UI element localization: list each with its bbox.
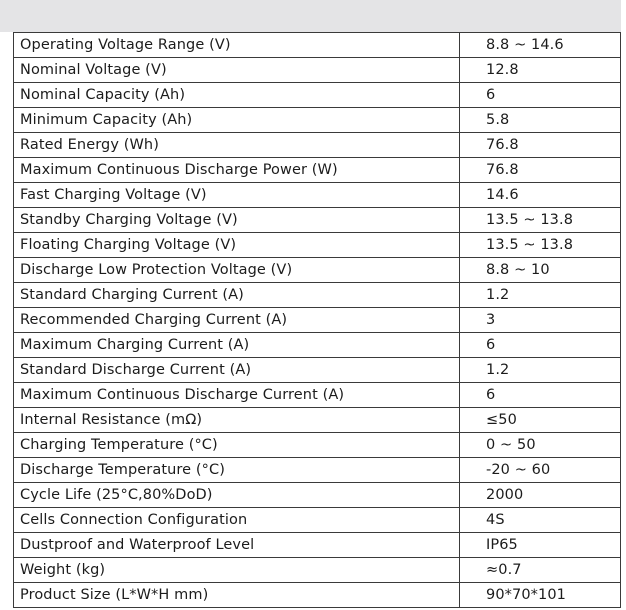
table-row: [14, 483, 621, 508]
table-header-band: [0, 0, 621, 32]
value-cell: -20 ~ 60: [460, 458, 621, 483]
table-row: [14, 58, 621, 83]
parameter-cell: Product Size (L*W*H mm): [14, 583, 460, 608]
value-cell: 6: [460, 383, 621, 408]
table-row: [14, 358, 621, 383]
parameter-cell: Floating Charging Voltage (V): [14, 233, 460, 258]
parameter-cell: Operating Voltage Range (V): [14, 33, 460, 58]
table-row: [14, 583, 621, 608]
value-cell: 4S: [460, 508, 621, 533]
value-cell: 13.5 ~ 13.8: [460, 233, 621, 258]
parameter-cell: Nominal Capacity (Ah): [14, 83, 460, 108]
table-row: [14, 533, 621, 558]
table-row: [14, 258, 621, 283]
table-row: [14, 308, 621, 333]
table-row: [14, 208, 621, 233]
parameter-cell: Discharge Temperature (°C): [14, 458, 460, 483]
parameter-cell: Fast Charging Voltage (V): [14, 183, 460, 208]
table-row: [14, 383, 621, 408]
parameter-cell: Standard Charging Current (A): [14, 283, 460, 308]
spec-table: [13, 32, 621, 608]
parameter-cell: Recommended Charging Current (A): [14, 308, 460, 333]
parameter-cell: Weight (kg): [14, 558, 460, 583]
parameter-cell: Cycle Life (25°C,80%DoD): [14, 483, 460, 508]
table-row: [14, 408, 621, 433]
value-cell: 2000: [460, 483, 621, 508]
table-row: [14, 433, 621, 458]
table-row: [14, 83, 621, 108]
parameter-cell: Minimum Capacity (Ah): [14, 108, 460, 133]
parameter-cell: Maximum Continuous Discharge Power (W): [14, 158, 460, 183]
value-cell: 8.8 ~ 10: [460, 258, 621, 283]
table-row: [14, 458, 621, 483]
value-cell: 76.8: [460, 158, 621, 183]
value-cell: 3: [460, 308, 621, 333]
value-cell: 1.2: [460, 283, 621, 308]
value-cell: 8.8 ~ 14.6: [460, 33, 621, 58]
table-row: [14, 108, 621, 133]
parameter-cell: Maximum Continuous Discharge Current (A): [14, 383, 460, 408]
value-cell: 13.5 ~ 13.8: [460, 208, 621, 233]
table-row: [14, 233, 621, 258]
parameter-cell: Standby Charging Voltage (V): [14, 208, 460, 233]
value-cell: 6: [460, 83, 621, 108]
parameter-cell: Discharge Low Protection Voltage (V): [14, 258, 460, 283]
parameter-cell: Cells Connection Configuration: [14, 508, 460, 533]
value-cell: 76.8: [460, 133, 621, 158]
table-row: [14, 158, 621, 183]
table-row: [14, 183, 621, 208]
value-cell: 6: [460, 333, 621, 358]
value-cell: 12.8: [460, 58, 621, 83]
parameter-cell: Nominal Voltage (V): [14, 58, 460, 83]
value-cell: ≤50: [460, 408, 621, 433]
value-cell: 14.6: [460, 183, 621, 208]
table-row: [14, 283, 621, 308]
table-row: [14, 33, 621, 58]
value-cell: ≈0.7: [460, 558, 621, 583]
table-row: [14, 333, 621, 358]
parameter-cell: Maximum Charging Current (A): [14, 333, 460, 358]
parameter-cell: Dustproof and Waterproof Level: [14, 533, 460, 558]
value-cell: 5.8: [460, 108, 621, 133]
parameter-cell: Charging Temperature (°C): [14, 433, 460, 458]
value-cell: 90*70*101: [460, 583, 621, 608]
value-cell: 1.2: [460, 358, 621, 383]
table-row: [14, 133, 621, 158]
table-row: [14, 508, 621, 533]
parameter-cell: Standard Discharge Current (A): [14, 358, 460, 383]
value-cell: IP65: [460, 533, 621, 558]
parameter-cell: Rated Energy (Wh): [14, 133, 460, 158]
parameter-cell: Internal Resistance (mΩ): [14, 408, 460, 433]
table-row: [14, 558, 621, 583]
value-cell: 0 ~ 50: [460, 433, 621, 458]
